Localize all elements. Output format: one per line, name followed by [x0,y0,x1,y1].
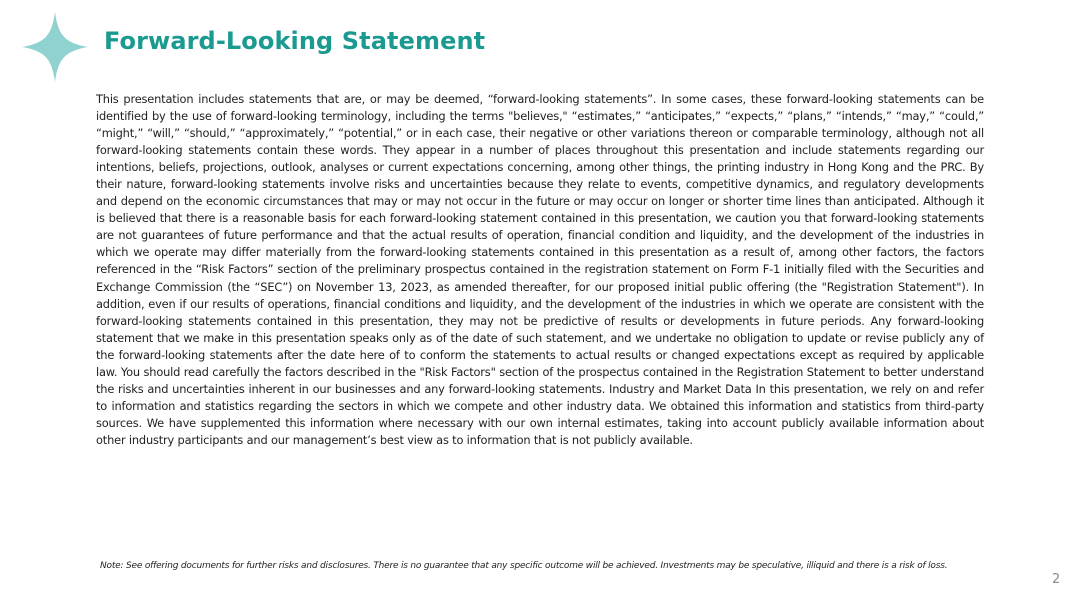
four-point-star-icon [22,12,88,82]
slide-title: Forward-Looking Statement [104,27,486,55]
bottom-dashed-rule [0,593,1080,597]
footnote: Note: See offering documents for further risks and disclosures. There is no guarantee that any specific outcome will be achieved. Investments may be speculative, illiquid and there is a risk of loss. [100,561,948,571]
page-number: 2 [1052,572,1061,587]
disclaimer-body: This presentation includes statements that are, or may be deemed, “forward-looking statements”. In some cases, these forward-looking statements can be identified by the use of forward-looking terminology, including the terms "believes," “estimates,” “anticipates,” “expects,” “plans,” “intends,” “may,” “could,” “might,” “will,” “should,” “approximately,” “potential,” or in each case, their negative or other variations thereon or comparable terminology, although not all forward-looking statements contain these words. They appear in a number of places throughout this presentation and include statements regarding our intentions, beliefs, projections, outlook, analyses or current expectations concerning, among other things, the printing industry in Hong Kong and the PRC. By their nature, forward-looking statements involve risks and uncertainties because they relate to events, competitive dynamics, and regulatory developments and depend on the economic circumstances that may or may not occur in the future or may occur on longer or shorter time lines than anticipated. Although it is believed that there is a reasonable basis for each forward-looking statement contained in this presentation, we caution you that forward-looking statements are not guarantees of future performance and that the actual results of operation, financial condition and liquidity, and the development of the industries in which we operate may differ materially from the forward-looking statements contained in this presentation as a result of, among other factors, the factors referenced in the “Risk Factors” section of the preliminary prospectus contained in the registration statement on Form F-1 initially filed with the Securities and Exchange Commission (the “SEC”) on November 13, 2023, as amended thereafter, for our proposed initial public offering (the "Registration Statement"). In addition, even if our results of operations, financial conditions and liquidity, and the development of the industries in which we operate are consistent with the forward-looking statements contained in this presentation, they may not be predictive of results or developments in future periods. Any forward-looking statement that we make in this presentation speaks only as of the date of such statement, and we undertake no obligation to update or revise publicly any of the forward-looking statements after the date here of to conform the statements to actual results or changed expectations except as required by applicable law. You should read carefully the factors described in the "Risk Factors" section of the prospectus contained in the Registration Statement to better understand the risks and uncertainties inherent in our businesses and any forward-looking statements. Industry and Market Data In this presentation, we rely on and refer to information and statistics regarding the sectors in which we compete and other industry data. We obtained this information and statistics from third-party sources. We have supplemented this information where necessary with our own internal estimates, taking into account publicly available information about other industry participants and our management’s best view as to information that is not publicly available. [96,92,984,447]
